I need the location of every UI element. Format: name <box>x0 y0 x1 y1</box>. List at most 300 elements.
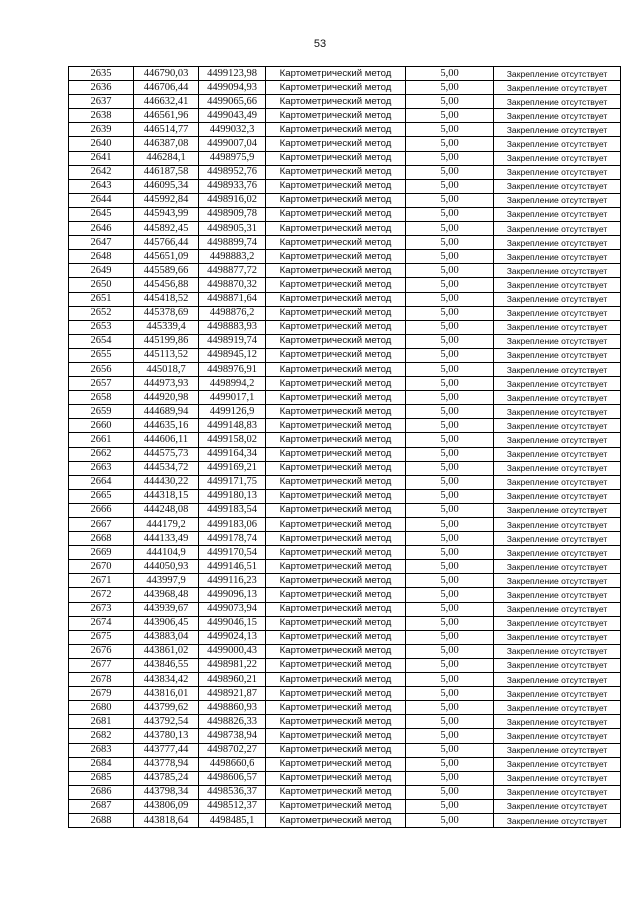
table-row <box>69 602 621 616</box>
point-number-cell: 2652 <box>69 306 134 320</box>
y-coordinate-cell: 4499126,9 <box>199 405 266 419</box>
method-cell: Картометрический метод <box>266 588 406 602</box>
method-cell: Картометрический метод <box>266 715 406 729</box>
accuracy-cell: 5,00 <box>406 687 494 701</box>
accuracy-cell: 5,00 <box>406 644 494 658</box>
table-row <box>69 362 621 376</box>
point-number-cell: 2680 <box>69 701 134 715</box>
method-cell: Картометрический метод <box>266 687 406 701</box>
point-number-cell: 2669 <box>69 546 134 560</box>
accuracy-cell: 5,00 <box>406 503 494 517</box>
y-coordinate-cell: 4499046,15 <box>199 616 266 630</box>
fixation-status-cell: Закрепление отсутствует <box>494 306 621 320</box>
x-coordinate-cell: 445943,99 <box>134 207 199 221</box>
point-number-cell: 2645 <box>69 207 134 221</box>
accuracy-cell: 5,00 <box>406 193 494 207</box>
accuracy-cell: 5,00 <box>406 67 494 81</box>
accuracy-cell: 5,00 <box>406 391 494 405</box>
y-coordinate-cell: 4499183,54 <box>199 503 266 517</box>
method-cell: Картометрический метод <box>266 151 406 165</box>
x-coordinate-cell: 444133,49 <box>134 532 199 546</box>
point-number-cell: 2688 <box>69 813 134 827</box>
y-coordinate-cell: 4499073,94 <box>199 602 266 616</box>
method-cell: Картометрический метод <box>266 67 406 81</box>
fixation-status-cell: Закрепление отсутствует <box>494 193 621 207</box>
accuracy-cell: 5,00 <box>406 109 494 123</box>
y-coordinate-cell: 4498883,93 <box>199 320 266 334</box>
x-coordinate-cell: 443816,01 <box>134 687 199 701</box>
method-cell: Картометрический метод <box>266 250 406 264</box>
accuracy-cell: 5,00 <box>406 574 494 588</box>
table-row <box>69 264 621 278</box>
table-row <box>69 222 621 236</box>
table-row <box>69 518 621 532</box>
accuracy-cell: 5,00 <box>406 123 494 137</box>
method-cell: Картометрический метод <box>266 532 406 546</box>
y-coordinate-cell: 4498976,91 <box>199 362 266 376</box>
accuracy-cell: 5,00 <box>406 377 494 391</box>
y-coordinate-cell: 4498921,87 <box>199 687 266 701</box>
x-coordinate-cell: 444689,94 <box>134 405 199 419</box>
method-cell: Картометрический метод <box>266 743 406 757</box>
y-coordinate-cell: 4499024,13 <box>199 630 266 644</box>
accuracy-cell: 5,00 <box>406 813 494 827</box>
page-number: 53 <box>313 38 327 50</box>
table-row <box>69 377 621 391</box>
y-coordinate-cell: 4499171,75 <box>199 475 266 489</box>
y-coordinate-cell: 4498916,02 <box>199 193 266 207</box>
accuracy-cell: 5,00 <box>406 461 494 475</box>
x-coordinate-cell: 443834,42 <box>134 673 199 687</box>
x-coordinate-cell: 446561,96 <box>134 109 199 123</box>
point-number-cell: 2653 <box>69 320 134 334</box>
fixation-status-cell: Закрепление отсутствует <box>494 518 621 532</box>
method-cell: Картометрический метод <box>266 602 406 616</box>
table-row <box>69 616 621 630</box>
x-coordinate-cell: 445766,44 <box>134 236 199 250</box>
x-coordinate-cell: 445199,86 <box>134 334 199 348</box>
accuracy-cell: 5,00 <box>406 137 494 151</box>
point-number-cell: 2655 <box>69 348 134 362</box>
point-number-cell: 2637 <box>69 95 134 109</box>
point-number-cell: 2654 <box>69 334 134 348</box>
table-row <box>69 785 621 799</box>
fixation-status-cell: Закрепление отсутствует <box>494 95 621 109</box>
table-row <box>69 137 621 151</box>
method-cell: Картометрический метод <box>266 630 406 644</box>
y-coordinate-cell: 4499043,49 <box>199 109 266 123</box>
accuracy-cell: 5,00 <box>406 292 494 306</box>
fixation-status-cell: Закрепление отсутствует <box>494 532 621 546</box>
point-number-cell: 2656 <box>69 362 134 376</box>
fixation-status-cell: Закрепление отсутствует <box>494 715 621 729</box>
fixation-status-cell: Закрепление отсутствует <box>494 546 621 560</box>
point-number-cell: 2659 <box>69 405 134 419</box>
table-row <box>69 81 621 95</box>
point-number-cell: 2641 <box>69 151 134 165</box>
table-row <box>69 348 621 362</box>
table-row <box>69 588 621 602</box>
x-coordinate-cell: 443861,02 <box>134 644 199 658</box>
x-coordinate-cell: 444104,9 <box>134 546 199 560</box>
table-row <box>69 799 621 813</box>
accuracy-cell: 5,00 <box>406 602 494 616</box>
method-cell: Картометрический метод <box>266 207 406 221</box>
table-row <box>69 433 621 447</box>
x-coordinate-cell: 444534,72 <box>134 461 199 475</box>
x-coordinate-cell: 443798,34 <box>134 785 199 799</box>
accuracy-cell: 5,00 <box>406 658 494 672</box>
point-number-cell: 2664 <box>69 475 134 489</box>
table-row <box>69 630 621 644</box>
table-row <box>69 729 621 743</box>
x-coordinate-cell: 444635,16 <box>134 419 199 433</box>
accuracy-cell: 5,00 <box>406 278 494 292</box>
fixation-status-cell: Закрепление отсутствует <box>494 377 621 391</box>
method-cell: Картометрический метод <box>266 503 406 517</box>
method-cell: Картометрический метод <box>266 264 406 278</box>
y-coordinate-cell: 4498933,76 <box>199 179 266 193</box>
fixation-status-cell: Закрепление отсутствует <box>494 334 621 348</box>
method-cell: Картометрический метод <box>266 489 406 503</box>
fixation-status-cell: Закрепление отсутствует <box>494 250 621 264</box>
point-number-cell: 2647 <box>69 236 134 250</box>
accuracy-cell: 5,00 <box>406 701 494 715</box>
method-cell: Картометрический метод <box>266 433 406 447</box>
x-coordinate-cell: 443883,04 <box>134 630 199 644</box>
x-coordinate-cell: 444050,93 <box>134 560 199 574</box>
point-number-cell: 2675 <box>69 630 134 644</box>
point-number-cell: 2684 <box>69 757 134 771</box>
x-coordinate-cell: 445456,88 <box>134 278 199 292</box>
y-coordinate-cell: 4499032,3 <box>199 123 266 137</box>
x-coordinate-cell: 446095,34 <box>134 179 199 193</box>
accuracy-cell: 5,00 <box>406 236 494 250</box>
accuracy-cell: 5,00 <box>406 320 494 334</box>
point-number-cell: 2671 <box>69 574 134 588</box>
accuracy-cell: 5,00 <box>406 264 494 278</box>
point-number-cell: 2643 <box>69 179 134 193</box>
method-cell: Картометрический метод <box>266 334 406 348</box>
point-number-cell: 2662 <box>69 447 134 461</box>
fixation-status-cell: Закрепление отсутствует <box>494 236 621 250</box>
fixation-status-cell: Закрепление отсутствует <box>494 419 621 433</box>
y-coordinate-cell: 4499180,13 <box>199 489 266 503</box>
point-number-cell: 2667 <box>69 518 134 532</box>
accuracy-cell: 5,00 <box>406 771 494 785</box>
point-number-cell: 2670 <box>69 560 134 574</box>
accuracy-cell: 5,00 <box>406 447 494 461</box>
table-row <box>69 334 621 348</box>
accuracy-cell: 5,00 <box>406 489 494 503</box>
table-row <box>69 123 621 137</box>
fixation-status-cell: Закрепление отсутствует <box>494 405 621 419</box>
y-coordinate-cell: 4498485,1 <box>199 813 266 827</box>
method-cell: Картометрический метод <box>266 320 406 334</box>
method-cell: Картометрический метод <box>266 658 406 672</box>
y-coordinate-cell: 4498905,31 <box>199 222 266 236</box>
method-cell: Картометрический метод <box>266 475 406 489</box>
accuracy-cell: 5,00 <box>406 250 494 264</box>
x-coordinate-cell: 445892,45 <box>134 222 199 236</box>
point-number-cell: 2683 <box>69 743 134 757</box>
method-cell: Картометрический метод <box>266 560 406 574</box>
fixation-status-cell: Закрепление отсутствует <box>494 658 621 672</box>
x-coordinate-cell: 444920,98 <box>134 391 199 405</box>
method-cell: Картометрический метод <box>266 222 406 236</box>
table-row <box>69 503 621 517</box>
method-cell: Картометрический метод <box>266 616 406 630</box>
accuracy-cell: 5,00 <box>406 151 494 165</box>
point-number-cell: 2681 <box>69 715 134 729</box>
fixation-status-cell: Закрепление отсутствует <box>494 109 621 123</box>
accuracy-cell: 5,00 <box>406 532 494 546</box>
table-row <box>69 813 621 827</box>
y-coordinate-cell: 4498702,27 <box>199 743 266 757</box>
accuracy-cell: 5,00 <box>406 179 494 193</box>
y-coordinate-cell: 4498960,21 <box>199 673 266 687</box>
point-number-cell: 2646 <box>69 222 134 236</box>
fixation-status-cell: Закрепление отсутствует <box>494 771 621 785</box>
point-number-cell: 2673 <box>69 602 134 616</box>
y-coordinate-cell: 4498883,2 <box>199 250 266 264</box>
point-number-cell: 2639 <box>69 123 134 137</box>
method-cell: Картометрический метод <box>266 757 406 771</box>
accuracy-cell: 5,00 <box>406 785 494 799</box>
table-row <box>69 574 621 588</box>
x-coordinate-cell: 443818,64 <box>134 813 199 827</box>
table-row <box>69 179 621 193</box>
method-cell: Картометрический метод <box>266 236 406 250</box>
table-row <box>69 701 621 715</box>
y-coordinate-cell: 4499017,1 <box>199 391 266 405</box>
x-coordinate-cell: 445339,4 <box>134 320 199 334</box>
point-number-cell: 2649 <box>69 264 134 278</box>
point-number-cell: 2666 <box>69 503 134 517</box>
table-row <box>69 743 621 757</box>
accuracy-cell: 5,00 <box>406 560 494 574</box>
y-coordinate-cell: 4498876,2 <box>199 306 266 320</box>
fixation-status-cell: Закрепление отсутствует <box>494 433 621 447</box>
accuracy-cell: 5,00 <box>406 207 494 221</box>
table-row <box>69 236 621 250</box>
fixation-status-cell: Закрепление отсутствует <box>494 461 621 475</box>
accuracy-cell: 5,00 <box>406 616 494 630</box>
x-coordinate-cell: 443780,13 <box>134 729 199 743</box>
accuracy-cell: 5,00 <box>406 588 494 602</box>
x-coordinate-cell: 443778,94 <box>134 757 199 771</box>
coordinates-table <box>68 66 621 828</box>
fixation-status-cell: Закрепление отсутствует <box>494 813 621 827</box>
x-coordinate-cell: 444606,11 <box>134 433 199 447</box>
point-number-cell: 2676 <box>69 644 134 658</box>
x-coordinate-cell: 446187,58 <box>134 165 199 179</box>
point-number-cell: 2687 <box>69 799 134 813</box>
fixation-status-cell: Закрепление отсутствует <box>494 475 621 489</box>
accuracy-cell: 5,00 <box>406 348 494 362</box>
y-coordinate-cell: 4498738,94 <box>199 729 266 743</box>
method-cell: Картометрический метод <box>266 574 406 588</box>
accuracy-cell: 5,00 <box>406 799 494 813</box>
y-coordinate-cell: 4499116,23 <box>199 574 266 588</box>
method-cell: Картометрический метод <box>266 377 406 391</box>
method-cell: Картометрический метод <box>266 813 406 827</box>
fixation-status-cell: Закрепление отсутствует <box>494 67 621 81</box>
point-number-cell: 2685 <box>69 771 134 785</box>
table-row <box>69 546 621 560</box>
point-number-cell: 2642 <box>69 165 134 179</box>
fixation-status-cell: Закрепление отсутствует <box>494 81 621 95</box>
fixation-status-cell: Закрепление отсутствует <box>494 673 621 687</box>
table-row <box>69 250 621 264</box>
table-row <box>69 644 621 658</box>
method-cell: Картометрический метод <box>266 81 406 95</box>
x-coordinate-cell: 443792,54 <box>134 715 199 729</box>
point-number-cell: 2686 <box>69 785 134 799</box>
x-coordinate-cell: 443846,55 <box>134 658 199 672</box>
y-coordinate-cell: 4498860,93 <box>199 701 266 715</box>
x-coordinate-cell: 444179,2 <box>134 518 199 532</box>
accuracy-cell: 5,00 <box>406 757 494 771</box>
fixation-status-cell: Закрепление отсутствует <box>494 447 621 461</box>
fixation-status-cell: Закрепление отсутствует <box>494 701 621 715</box>
accuracy-cell: 5,00 <box>406 729 494 743</box>
y-coordinate-cell: 4499178,74 <box>199 532 266 546</box>
fixation-status-cell: Закрепление отсутствует <box>494 489 621 503</box>
accuracy-cell: 5,00 <box>406 222 494 236</box>
table-row <box>69 673 621 687</box>
y-coordinate-cell: 4498606,57 <box>199 771 266 785</box>
point-number-cell: 2674 <box>69 616 134 630</box>
x-coordinate-cell: 445018,7 <box>134 362 199 376</box>
method-cell: Картометрический метод <box>266 123 406 137</box>
point-number-cell: 2651 <box>69 292 134 306</box>
method-cell: Картометрический метод <box>266 447 406 461</box>
method-cell: Картометрический метод <box>266 193 406 207</box>
table-row <box>69 532 621 546</box>
fixation-status-cell: Закрепление отсутствует <box>494 630 621 644</box>
table-row <box>69 109 621 123</box>
y-coordinate-cell: 4499123,98 <box>199 67 266 81</box>
fixation-status-cell: Закрепление отсутствует <box>494 292 621 306</box>
method-cell: Картометрический метод <box>266 518 406 532</box>
x-coordinate-cell: 445418,52 <box>134 292 199 306</box>
point-number-cell: 2668 <box>69 532 134 546</box>
table-row <box>69 405 621 419</box>
fixation-status-cell: Закрепление отсутствует <box>494 644 621 658</box>
table-row <box>69 165 621 179</box>
method-cell: Картометрический метод <box>266 701 406 715</box>
y-coordinate-cell: 4499096,13 <box>199 588 266 602</box>
x-coordinate-cell: 444318,15 <box>134 489 199 503</box>
method-cell: Картометрический метод <box>266 461 406 475</box>
accuracy-cell: 5,00 <box>406 743 494 757</box>
accuracy-cell: 5,00 <box>406 165 494 179</box>
accuracy-cell: 5,00 <box>406 362 494 376</box>
fixation-status-cell: Закрепление отсутствует <box>494 785 621 799</box>
table-row <box>69 757 621 771</box>
x-coordinate-cell: 445113,52 <box>134 348 199 362</box>
y-coordinate-cell: 4498871,64 <box>199 292 266 306</box>
method-cell: Картометрический метод <box>266 137 406 151</box>
point-number-cell: 2650 <box>69 278 134 292</box>
y-coordinate-cell: 4499000,43 <box>199 644 266 658</box>
point-number-cell: 2636 <box>69 81 134 95</box>
y-coordinate-cell: 4498919,74 <box>199 334 266 348</box>
fixation-status-cell: Закрепление отсутствует <box>494 320 621 334</box>
x-coordinate-cell: 444248,08 <box>134 503 199 517</box>
y-coordinate-cell: 4499164,34 <box>199 447 266 461</box>
fixation-status-cell: Закрепление отсутствует <box>494 278 621 292</box>
method-cell: Картометрический метод <box>266 292 406 306</box>
fixation-status-cell: Закрепление отсутствует <box>494 348 621 362</box>
table-row <box>69 461 621 475</box>
method-cell: Картометрический метод <box>266 785 406 799</box>
accuracy-cell: 5,00 <box>406 546 494 560</box>
y-coordinate-cell: 4499065,66 <box>199 95 266 109</box>
fixation-status-cell: Закрепление отсутствует <box>494 503 621 517</box>
fixation-status-cell: Закрепление отсутствует <box>494 391 621 405</box>
table-row <box>69 715 621 729</box>
y-coordinate-cell: 4498512,37 <box>199 799 266 813</box>
table-row <box>69 447 621 461</box>
accuracy-cell: 5,00 <box>406 306 494 320</box>
x-coordinate-cell: 445992,84 <box>134 193 199 207</box>
table-row <box>69 658 621 672</box>
table-row <box>69 292 621 306</box>
fixation-status-cell: Закрепление отсутствует <box>494 179 621 193</box>
method-cell: Картометрический метод <box>266 771 406 785</box>
y-coordinate-cell: 4499007,04 <box>199 137 266 151</box>
fixation-status-cell: Закрепление отсутствует <box>494 574 621 588</box>
x-coordinate-cell: 443799,62 <box>134 701 199 715</box>
x-coordinate-cell: 443777,44 <box>134 743 199 757</box>
table-row <box>69 475 621 489</box>
fixation-status-cell: Закрепление отсутствует <box>494 151 621 165</box>
y-coordinate-cell: 4498660,6 <box>199 757 266 771</box>
method-cell: Картометрический метод <box>266 729 406 743</box>
table-row <box>69 278 621 292</box>
y-coordinate-cell: 4499183,06 <box>199 518 266 532</box>
y-coordinate-cell: 4499146,51 <box>199 560 266 574</box>
fixation-status-cell: Закрепление отсутствует <box>494 560 621 574</box>
method-cell: Картометрический метод <box>266 95 406 109</box>
fixation-status-cell: Закрепление отсутствует <box>494 602 621 616</box>
method-cell: Картометрический метод <box>266 165 406 179</box>
x-coordinate-cell: 443806,09 <box>134 799 199 813</box>
method-cell: Картометрический метод <box>266 799 406 813</box>
point-number-cell: 2658 <box>69 391 134 405</box>
y-coordinate-cell: 4499094,93 <box>199 81 266 95</box>
point-number-cell: 2672 <box>69 588 134 602</box>
fixation-status-cell: Закрепление отсутствует <box>494 362 621 376</box>
accuracy-cell: 5,00 <box>406 405 494 419</box>
method-cell: Картометрический метод <box>266 391 406 405</box>
y-coordinate-cell: 4498909,78 <box>199 207 266 221</box>
accuracy-cell: 5,00 <box>406 630 494 644</box>
x-coordinate-cell: 446387,08 <box>134 137 199 151</box>
table-row <box>69 419 621 433</box>
x-coordinate-cell: 446706,44 <box>134 81 199 95</box>
table-row <box>69 560 621 574</box>
table-row <box>69 391 621 405</box>
point-number-cell: 2640 <box>69 137 134 151</box>
method-cell: Картометрический метод <box>266 109 406 123</box>
fixation-status-cell: Закрепление отсутствует <box>494 137 621 151</box>
method-cell: Картометрический метод <box>266 179 406 193</box>
y-coordinate-cell: 4498975,9 <box>199 151 266 165</box>
accuracy-cell: 5,00 <box>406 673 494 687</box>
